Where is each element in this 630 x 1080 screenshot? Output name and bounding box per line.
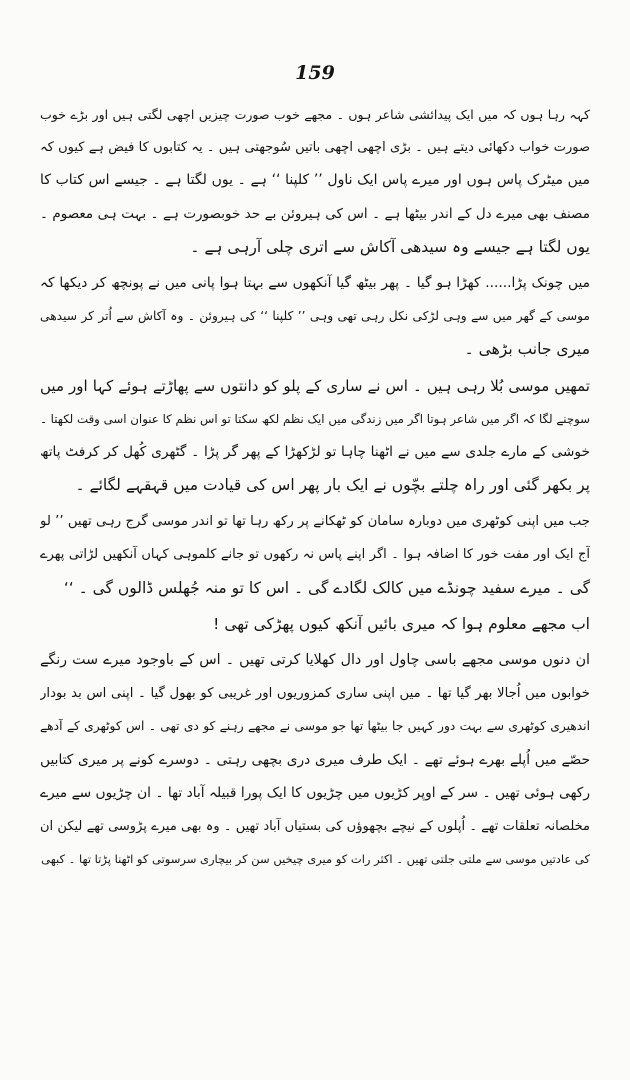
text-line: ان دنوں موسی مجھے باسی چاول اور دال کھلایا کرتی تھیں ۔ اس کے باوجود میرے ست رنگے xyxy=(40,652,590,668)
text-line: میں چونک پڑا...... کھڑا ہو گیا ۔ پھر بیٹھ گیا آنکھوں سے بہتا ہوا پانی میں نے پونچھ کر دیکھا کہ xyxy=(40,274,590,291)
text-line: کی عادتیں موسی سے ملتی جلتی تھیں ۔ اکثر رات کو میری چیخیں سن کر بیچاری سرسوتی کو اٹھنا پڑتا تھا ۔ کبھی xyxy=(41,852,590,867)
text-line: مصنف بھی میرے دل کے اندر بیٹھا ہے ۔ اس کی ہیروئن بے حد خوبصورت ہے ۔ بہت ہی معصوم ۔ xyxy=(40,205,590,222)
text-line: حصّے میں اُپلے بھرے ہوئے تھے ۔ ایک طرف میری دری بچھی رہتی ۔ دوسرے کونے پر میری کتابیں xyxy=(40,751,590,768)
paragraph xyxy=(40,644,590,876)
paragraph xyxy=(40,267,590,367)
text-line: صورت خواب دکھائی دیتے ہیں ۔ بڑی اچھی اچھی باتیں سُوجھتی ہیں ۔ یہ کتابوں کا فیض ہے کیوں کہ xyxy=(40,140,590,156)
text-line: گی ۔ میرے سفید چونڈے میں کالک لگادے گی ۔ اس کا تو منہ جُھلس ڈالوں گی ۔ ‘‘ xyxy=(63,578,590,597)
paragraph xyxy=(40,98,590,264)
text-line: خوشی کے مارے جلدی سے میں نے اٹھنا چاہا تو لڑکھڑا کے پھر گر پڑا ۔ گٹھری کُھل کر کرفٹ پاتھ xyxy=(40,443,590,460)
page-number: 159 xyxy=(295,62,335,84)
text-line: یوں لگتا ہے جیسے وہ سیدھی آکاش سے اتری چلی آرہی ہے ۔ xyxy=(190,237,590,256)
text-line: رکھی ہوئی تھیں ۔ سر کے اوپر کڑیوں میں چڑیوں کا ایک پورا قبیلہ آباد تھا ۔ ان چڑیوں سے میرے xyxy=(40,784,590,801)
text-line: خوابوں میں اُجالا بھر گیا تھا ۔ میں اپنی ساری کمزوریوں اور غریبی کو بھول گیا ۔ اپنی اس بد بودار xyxy=(40,686,590,702)
text-line: مخلصانہ تعلقات تھے ۔ اُپلوں کے نیچے بچھوؤں کی بستیاں آباد تھیں ۔ وہ بھی میرے پڑوسی تھے لیکن ان xyxy=(40,818,590,834)
text-line: پر بکھر گئی اور راہ چلتے بچّوں نے ایک بار پھر اس کی قیادت میں قہقہے لگائے ۔ xyxy=(75,476,590,495)
paragraph xyxy=(40,370,590,503)
text-line: اندھیری کوٹھری سے بہت دور کہیں جا بیٹھا تھا جو موسی نے مجھے رہنے کو دی تھی ۔ اس کوٹھری کے آدھے xyxy=(40,719,590,734)
text-line: کہہ رہا ہوں کہ میں ایک پیدائشی شاعر ہوں ۔ مجھے خوب صورت چیزیں اچھی لگتی ہیں اور بڑے خوب xyxy=(40,107,590,122)
text-line: تمھیں موسی بُلا رہی ہیں ۔ اس نے ساری کے پلو کو دانتوں سے پھاڑتے ہوئے کہا اور میں xyxy=(40,376,590,395)
text-line: سوچنے لگا کہ اگر میں شاعر ہوتا اگر میں زندگی میں ایک نظم لکھ سکتا تو اس نظم کا عنوان اسی وقت لکھتا ۔ xyxy=(40,411,590,426)
body-text xyxy=(40,98,590,876)
text-line: جب میں اپنی کوٹھری میں دوبارہ سامان کو ٹھکانے پر رکھ رہا تھا تو اندر موسی گرج رہی تھیں ’’ لو xyxy=(40,514,590,530)
text-line: میری جانب بڑھی ۔ xyxy=(464,340,590,359)
text-line: موسی کے گھر میں سے وہی لڑکی نکل رہی تھی وہی ’’ کلپنا ‘‘ کی ہیروئن ۔ وہ آکاش سے اُتر کر سیدھی xyxy=(40,309,590,324)
text-line: اب مجھے معلوم ہوا کہ میری بائیں آنکھ کیوں پھڑکی تھی ! xyxy=(213,614,590,633)
paragraph xyxy=(40,608,590,641)
paragraph xyxy=(40,505,590,605)
text-line: میں میٹرک پاس ہوں اور میرے پاس ایک ناول ’’ کلپنا ‘‘ ہے ۔ یوں لگتا ہے ۔ جیسے اس کتاب کا xyxy=(40,172,590,189)
text-line: آج ایک اور مفت خور کا اضافہ ہوا ۔ اگر اپنے پاس نہ رکھوں تو جانے کلموہی کہاں آنکھیں لڑاتی پھرے xyxy=(40,547,590,563)
